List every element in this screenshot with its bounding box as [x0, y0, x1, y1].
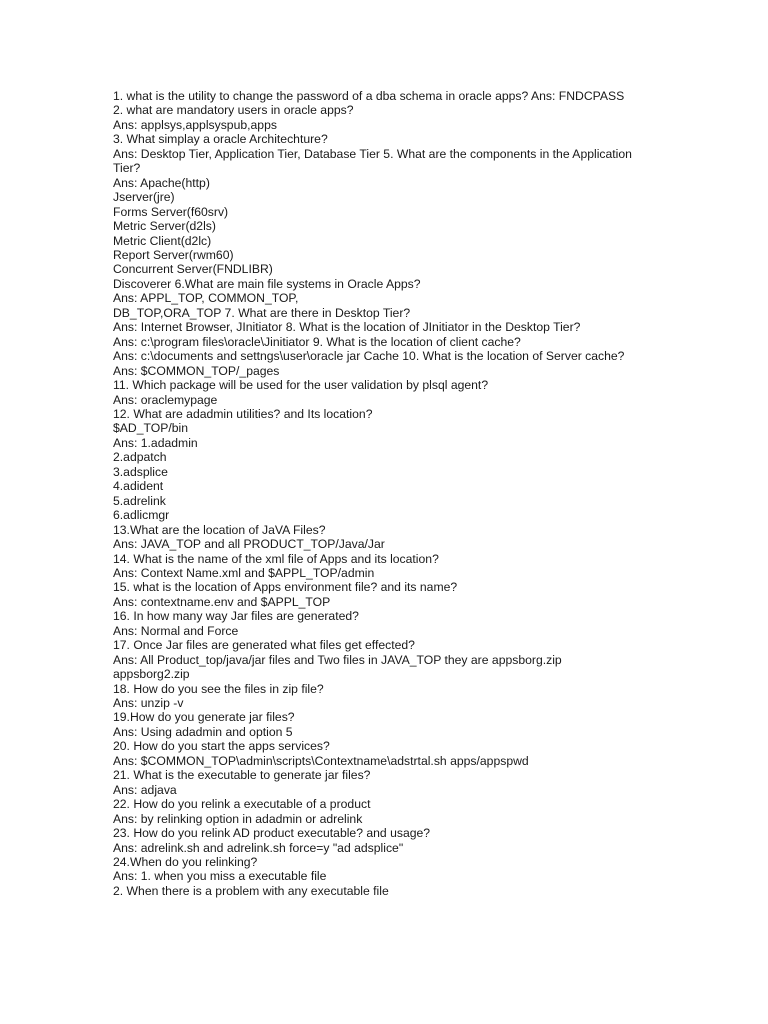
text-line: Ans: Context Name.xml and $APPL_TOP/admin — [113, 565, 375, 580]
text-line: 15. what is the location of Apps environment file? and its name? — [113, 580, 458, 595]
text-line: 1. what is the utility to change the password of a dba schema in oracle apps? Ans: FNDCPASS — [113, 89, 625, 103]
text-line: Ans: adrelink.sh and adrelink.sh force=y "ad adsplice" — [113, 840, 404, 855]
text-line: Metric Client(d2lc) — [113, 233, 212, 248]
text-line: Ans: $COMMON_TOP/_pages — [113, 363, 280, 378]
text-line: Ans: Normal and Force — [113, 623, 239, 638]
text-line: Ans: by relinking option in adadmin or adrelink — [113, 811, 363, 826]
text-line: Ans: Using adadmin and option 5 — [113, 724, 293, 739]
text-line: 18. How do you see the files in zip file? — [113, 681, 324, 696]
text-line: Ans: 1. when you miss a executable file — [113, 869, 327, 884]
text-line: 24.When do you relinking? — [113, 855, 258, 870]
text-line: Ans: Apache(http) — [113, 175, 210, 190]
text-line: 3. What simplay a oracle Architechture? — [113, 132, 328, 147]
text-line: Ans: oraclemypage — [113, 392, 218, 407]
text-line: 20. How do you start the apps services? — [113, 739, 330, 754]
text-line: 6.adlicmgr — [113, 508, 170, 523]
text-line: Ans: 1.adadmin — [113, 435, 198, 450]
text-line: 19.How do you generate jar files? — [113, 710, 295, 725]
text-line: Ans: Desktop Tier, Application Tier, Database Tier 5. What are the components in the Application — [113, 146, 632, 161]
text-line: 2. When there is a problem with any executable file — [113, 883, 389, 898]
text-line: 3.adsplice — [113, 464, 168, 479]
text-line: 21. What is the executable to generate jar files? — [113, 768, 371, 783]
text-line: 4.adident — [113, 479, 164, 494]
text-line: 12. What are adadmin utilities? and Its location? — [113, 406, 373, 421]
text-line: Ans: c:\program files\oracle\Jinitiator 9. What is the location of client cache? — [113, 334, 521, 349]
text-line: 22. How do you relink a executable of a product — [113, 797, 371, 812]
text-line: Ans: $COMMON_TOP\admin\scripts\Contextname\adstrtal.sh apps/appspwd — [113, 753, 529, 768]
text-line: Ans: applsys,applsyspub,apps — [113, 117, 277, 132]
text-line: 17. Once Jar files are generated what files get effected? — [113, 638, 415, 653]
text-line: Concurrent Server(FNDLIBR) — [113, 262, 273, 277]
text-line: 14. What is the name of the xml file of Apps and its location? — [113, 551, 439, 566]
text-line: Tier? — [113, 161, 141, 176]
text-line: Ans: JAVA_TOP and all PRODUCT_TOP/Java/Jar — [113, 537, 385, 552]
text-line: Ans: contextname.env and $APPL_TOP — [113, 594, 331, 609]
text-line: appsborg2.zip — [113, 667, 190, 682]
text-line: 2. what are mandatory users in oracle apps? — [113, 103, 354, 118]
document-body — [113, 89, 653, 898]
text-line: Jserver(jre) — [113, 190, 175, 205]
text-line: Ans: All Product_top/java/jar files and Two files in JAVA_TOP they are appsborg.zip — [113, 652, 562, 667]
text-line: Metric Server(d2ls) — [113, 219, 216, 234]
text-line: Ans: APPL_TOP, COMMON_TOP, — [113, 291, 299, 306]
text-line: 13.What are the location of JaVA Files? — [113, 522, 326, 537]
text-line: 5.adrelink — [113, 493, 166, 508]
text-line: 2.adpatch — [113, 450, 167, 465]
text-line: DB_TOP,ORA_TOP 7. What are there in Desktop Tier? — [113, 305, 411, 320]
text-line: Ans: unzip -v — [113, 696, 184, 711]
text-line: 16. In how many way Jar files are generated? — [113, 609, 359, 624]
text-line: Report Server(rwm60) — [113, 247, 234, 262]
text-line: 23. How do you relink AD product executable? and usage? — [113, 826, 431, 841]
text-line: Ans: c:\documents and settngs\user\oracle jar Cache 10. What is the location of Server cache? — [113, 349, 625, 364]
text-line: Forms Server(f60srv) — [113, 204, 229, 219]
text-line: Ans: adjava — [113, 782, 177, 797]
text-line: Ans: Internet Browser, JInitiator 8. What is the location of JInitiator in the Desktop Tier? — [113, 320, 581, 335]
text-line: Discoverer 6.What are main file systems in Oracle Apps? — [113, 276, 421, 291]
text-line: $AD_TOP/bin — [113, 421, 188, 436]
text-line: 11. Which package will be used for the user validation by plsql agent? — [113, 378, 489, 393]
